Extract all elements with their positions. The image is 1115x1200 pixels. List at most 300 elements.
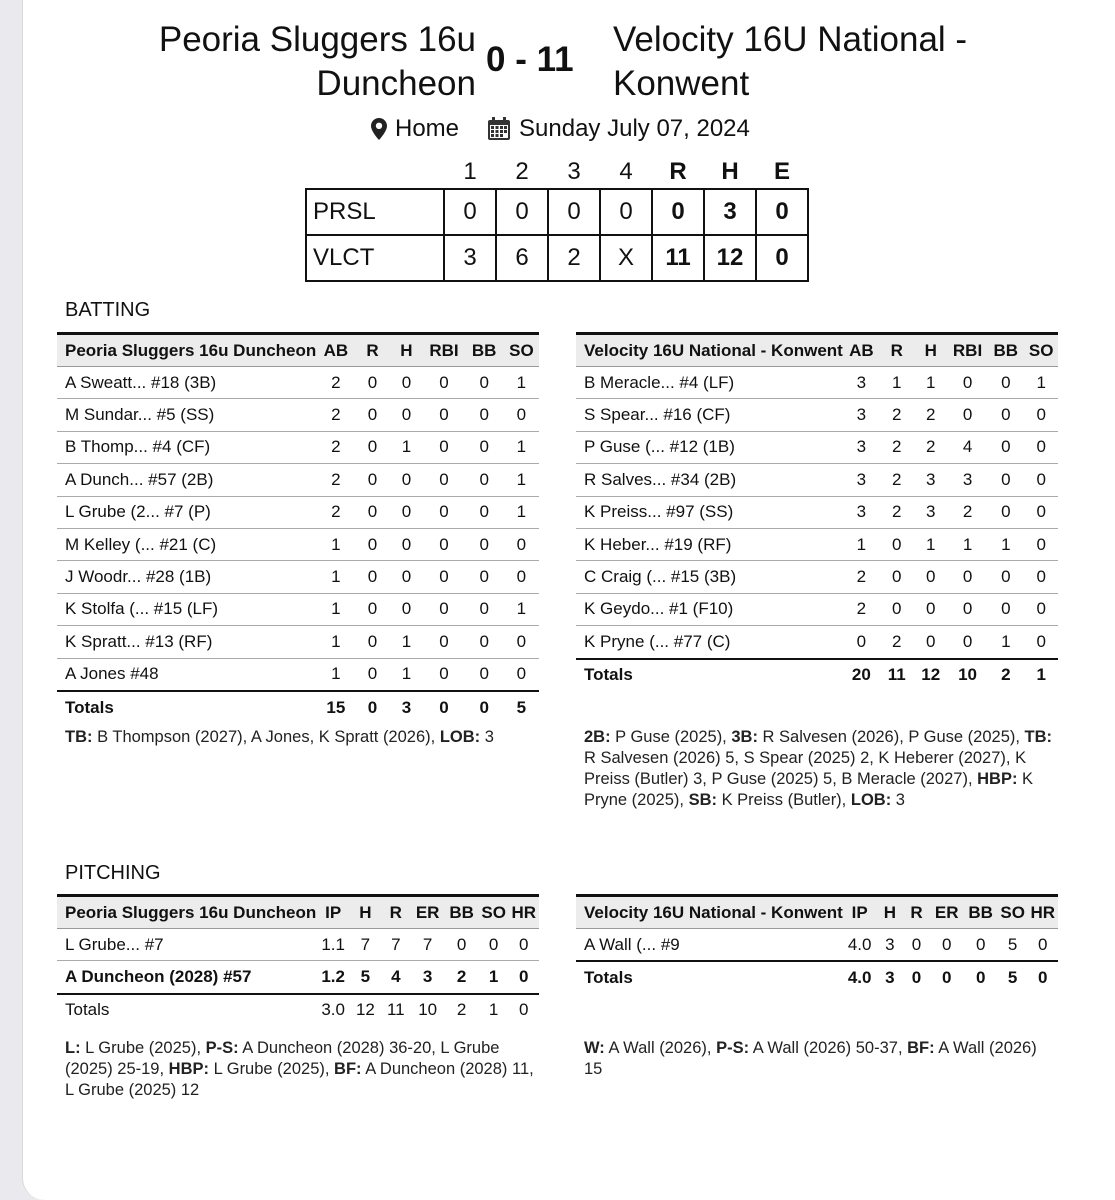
stat-cell: 0 bbox=[465, 496, 504, 528]
totals-cell: 11 bbox=[880, 659, 914, 691]
table-row bbox=[57, 399, 539, 431]
note-label: SB: bbox=[688, 791, 717, 809]
inning-runs: 0 bbox=[548, 189, 600, 235]
total-errors: 0 bbox=[756, 189, 808, 235]
stat-cell: 0 bbox=[964, 929, 998, 962]
stat-cell: 0 bbox=[465, 431, 504, 463]
player-name: K Stolfa (... #15 (LF) bbox=[57, 593, 316, 625]
col-header: SO bbox=[479, 896, 509, 929]
home-pitching-rows bbox=[57, 929, 539, 1027]
stat-cell: 0 bbox=[355, 593, 389, 625]
away-batting-table bbox=[576, 332, 1058, 691]
stat-cell: 5 bbox=[350, 961, 381, 994]
totals-label: Totals bbox=[57, 994, 316, 1026]
note-text: A Duncheon (2028) 36-20, L Grube (2025) 25-19, bbox=[65, 1039, 500, 1078]
totals-cell: 12 bbox=[350, 994, 381, 1026]
stat-cell: 1 bbox=[389, 431, 423, 463]
stat-cell: 0 bbox=[880, 593, 914, 625]
stat-cell: 3 bbox=[843, 431, 880, 463]
stat-cell: 1 bbox=[914, 367, 948, 399]
note-text: R Salvesen (2026), P Guse (2025), bbox=[757, 728, 1025, 746]
batting-section-title: BATTING bbox=[65, 299, 151, 321]
table-row bbox=[57, 626, 539, 658]
team-abbr: PRSL bbox=[306, 189, 444, 235]
col-header: IP bbox=[843, 896, 877, 929]
totals-cell: 3.0 bbox=[316, 994, 350, 1026]
stat-cell: 0 bbox=[1028, 929, 1059, 962]
col-header: RBI bbox=[423, 334, 464, 367]
stat-cell: 2 bbox=[914, 399, 948, 431]
away-pitching-notes bbox=[584, 1038, 1054, 1080]
totals-cell: 0 bbox=[355, 691, 389, 723]
note-text: K Pryne (2025), bbox=[584, 770, 1034, 809]
team-header: Velocity 16U National - Konwent bbox=[576, 896, 843, 929]
stat-cell: 0 bbox=[504, 626, 539, 658]
total-hits: 12 bbox=[704, 235, 756, 281]
stat-cell: 1 bbox=[389, 626, 423, 658]
stat-cell: 7 bbox=[411, 929, 445, 961]
stat-cell: 1.2 bbox=[316, 961, 350, 994]
away-pitching-rows bbox=[576, 929, 1058, 994]
note-text: L Grube (2025), bbox=[80, 1039, 206, 1057]
totals-cell: 0 bbox=[423, 691, 464, 723]
note-label: TB: bbox=[1024, 728, 1053, 746]
player-name: B Thomp... #4 (CF) bbox=[57, 431, 316, 463]
inning-runs: 2 bbox=[548, 235, 600, 281]
stat-cell: 2 bbox=[316, 399, 355, 431]
total-errors: 0 bbox=[756, 235, 808, 281]
totals-cell: 5 bbox=[998, 961, 1028, 993]
runs-header: R bbox=[669, 157, 687, 185]
stat-cell: 0 bbox=[355, 658, 389, 691]
table-row bbox=[576, 561, 1058, 593]
line-score-row bbox=[306, 235, 808, 281]
stat-cell: 2 bbox=[843, 561, 880, 593]
totals-cell: 5 bbox=[504, 691, 539, 723]
table-row bbox=[576, 367, 1058, 399]
game-meta bbox=[371, 115, 750, 143]
home-batting-rows bbox=[57, 367, 539, 724]
home-batting-notes bbox=[65, 727, 515, 748]
totals-cell: 0 bbox=[930, 961, 964, 993]
stat-cell: 1 bbox=[316, 626, 355, 658]
totals-label: Totals bbox=[576, 961, 843, 993]
note-text: R Salvesen (2026) 5, S Spear (2025) 2, K Heberer (2027), K Preiss (Butler) 3, P Guse (2025) 5, B Meracle (2027), bbox=[584, 749, 1027, 788]
away-batting-notes bbox=[584, 727, 1054, 811]
totals-cell: 2 bbox=[445, 994, 479, 1026]
player-name: K Pryne (... #77 (C) bbox=[576, 626, 843, 659]
stat-cell: 0 bbox=[423, 496, 464, 528]
totals-cell: 0 bbox=[465, 691, 504, 723]
stat-cell: 1 bbox=[948, 528, 987, 560]
player-name: K Preiss... #97 (SS) bbox=[576, 496, 843, 528]
line-score-corner bbox=[306, 155, 444, 189]
table-row bbox=[57, 528, 539, 560]
player-name: L Grube (2... #7 (P) bbox=[57, 496, 316, 528]
col-header: IP bbox=[316, 896, 350, 929]
col-header: HR bbox=[1028, 896, 1059, 929]
stat-cell: 1 bbox=[880, 367, 914, 399]
stat-cell: 0 bbox=[423, 431, 464, 463]
stat-cell: 1 bbox=[504, 593, 539, 625]
col-header: BB bbox=[987, 334, 1024, 367]
total-runs: 0 bbox=[652, 189, 704, 235]
inning-3-header: 3 bbox=[567, 157, 581, 185]
inning-runs: 3 bbox=[444, 235, 496, 281]
player-name: M Sundar... #5 (SS) bbox=[57, 399, 316, 431]
col-header: BB bbox=[445, 896, 479, 929]
col-header: H bbox=[877, 896, 904, 929]
stat-cell: 0 bbox=[465, 593, 504, 625]
stat-cell: 1 bbox=[389, 658, 423, 691]
player-name: B Meracle... #4 (LF) bbox=[576, 367, 843, 399]
stat-cell: 0 bbox=[355, 496, 389, 528]
stat-cell: 4 bbox=[948, 431, 987, 463]
stat-cell: 0 bbox=[423, 626, 464, 658]
stat-cell: 3 bbox=[843, 496, 880, 528]
col-header: R bbox=[381, 896, 411, 929]
stat-cell: 3 bbox=[843, 464, 880, 496]
stat-cell: 0 bbox=[355, 367, 389, 399]
stat-cell: 1.1 bbox=[316, 929, 350, 961]
player-name: C Craig (... #15 (3B) bbox=[576, 561, 843, 593]
note-text: 3 bbox=[891, 791, 905, 809]
totals-cell: 11 bbox=[381, 994, 411, 1026]
stat-cell: 0 bbox=[504, 561, 539, 593]
player-name: A Duncheon (2028) #57 bbox=[57, 961, 316, 994]
inning-runs: 0 bbox=[496, 189, 548, 235]
stat-cell: 1 bbox=[316, 528, 355, 560]
note-text: A Wall (2026), bbox=[604, 1039, 717, 1057]
final-score: 0 - 11 bbox=[486, 40, 574, 79]
table-row bbox=[576, 496, 1058, 528]
line-score bbox=[305, 155, 809, 282]
stat-cell: 0 bbox=[423, 399, 464, 431]
stat-cell: 0 bbox=[508, 961, 539, 994]
totals-cell: 1 bbox=[479, 994, 509, 1026]
stat-cell: 4 bbox=[381, 961, 411, 994]
stat-cell: 0 bbox=[987, 431, 1024, 463]
table-row bbox=[576, 399, 1058, 431]
stat-cell: 0 bbox=[1024, 431, 1058, 463]
note-label: LOB: bbox=[439, 728, 481, 746]
stat-cell: 0 bbox=[987, 367, 1024, 399]
player-name: L Grube... #7 bbox=[57, 929, 316, 961]
stat-cell: 0 bbox=[508, 929, 539, 961]
table-row bbox=[576, 464, 1058, 496]
stat-cell: 0 bbox=[987, 464, 1024, 496]
pitching-section-title: PITCHING bbox=[65, 862, 161, 884]
stat-cell: 1 bbox=[504, 496, 539, 528]
stat-cell: 0 bbox=[389, 464, 423, 496]
stat-cell: 0 bbox=[504, 399, 539, 431]
team-abbr: VLCT bbox=[306, 235, 444, 281]
stat-cell: 0 bbox=[504, 658, 539, 691]
stat-cell: 3 bbox=[914, 464, 948, 496]
stat-cell: 0 bbox=[423, 528, 464, 560]
stat-cell: 2 bbox=[880, 431, 914, 463]
stat-cell: 3 bbox=[877, 929, 904, 962]
stat-cell: 1 bbox=[479, 961, 509, 994]
col-header: ER bbox=[930, 896, 964, 929]
away-team-name-line1: Velocity 16U National - bbox=[613, 20, 968, 59]
stat-cell: 2 bbox=[316, 367, 355, 399]
stat-cell: 0 bbox=[1024, 528, 1058, 560]
totals-cell: 10 bbox=[948, 659, 987, 691]
stat-cell: 3 bbox=[411, 961, 445, 994]
away-team-name-line2: Konwent bbox=[613, 64, 750, 103]
stat-cell: 1 bbox=[316, 593, 355, 625]
note-label: BF: bbox=[907, 1039, 935, 1057]
col-header: AB bbox=[843, 334, 880, 367]
total-hits: 3 bbox=[704, 189, 756, 235]
stat-cell: 1 bbox=[504, 464, 539, 496]
col-header: ER bbox=[411, 896, 445, 929]
stat-cell: 0 bbox=[355, 431, 389, 463]
player-name: A Sweatt... #18 (3B) bbox=[57, 367, 316, 399]
stat-cell: 0 bbox=[1024, 626, 1058, 659]
note-label: 3B: bbox=[731, 728, 758, 746]
stat-cell: 1 bbox=[316, 561, 355, 593]
player-name: A Dunch... #57 (2B) bbox=[57, 464, 316, 496]
stat-cell: 7 bbox=[381, 929, 411, 961]
stat-cell: 0 bbox=[389, 561, 423, 593]
stat-cell: 0 bbox=[948, 399, 987, 431]
inning-runs: X bbox=[600, 235, 652, 281]
stat-cell: 2 bbox=[880, 399, 914, 431]
totals-label: Totals bbox=[576, 659, 843, 691]
stat-cell: 0 bbox=[355, 561, 389, 593]
note-text: A Duncheon (2028) 11, L Grube (2025) 12 bbox=[65, 1060, 534, 1099]
stat-cell: 1 bbox=[987, 528, 1024, 560]
table-row bbox=[57, 464, 539, 496]
col-header: SO bbox=[504, 334, 539, 367]
col-header: SO bbox=[998, 896, 1028, 929]
stat-cell: 0 bbox=[987, 399, 1024, 431]
col-header: RBI bbox=[948, 334, 987, 367]
stat-cell: 2 bbox=[914, 431, 948, 463]
note-label: 2B: bbox=[584, 728, 611, 746]
totals-label: Totals bbox=[57, 691, 316, 723]
stat-cell: 1 bbox=[914, 528, 948, 560]
stat-cell: 0 bbox=[1024, 464, 1058, 496]
table-row bbox=[57, 929, 539, 961]
player-name: P Guse (... #12 (1B) bbox=[576, 431, 843, 463]
player-name: K Heber... #19 (RF) bbox=[576, 528, 843, 560]
stat-cell: 4.0 bbox=[843, 929, 877, 962]
home-pitching-notes bbox=[65, 1038, 535, 1101]
stat-cell: 0 bbox=[355, 399, 389, 431]
stat-cell: 2 bbox=[880, 496, 914, 528]
errors-header: E bbox=[773, 157, 790, 185]
stat-cell: 2 bbox=[948, 496, 987, 528]
box-score-page bbox=[22, 0, 1115, 1200]
stat-cell: 0 bbox=[504, 528, 539, 560]
player-name: S Spear... #16 (CF) bbox=[576, 399, 843, 431]
player-name: A Wall (... #9 bbox=[576, 929, 843, 962]
col-header: H bbox=[389, 334, 423, 367]
note-text: P Guse (2025), bbox=[610, 728, 732, 746]
col-header: H bbox=[350, 896, 381, 929]
stat-cell: 0 bbox=[948, 593, 987, 625]
home-pitching-table bbox=[57, 894, 539, 1026]
inning-4-header: 4 bbox=[619, 157, 633, 185]
table-row bbox=[576, 626, 1058, 659]
table-row bbox=[57, 593, 539, 625]
note-text: L Grube (2025), bbox=[209, 1060, 335, 1078]
table-row bbox=[57, 431, 539, 463]
calendar-icon bbox=[487, 117, 511, 141]
table-row bbox=[57, 658, 539, 691]
stat-cell: 0 bbox=[914, 593, 948, 625]
stat-cell: 0 bbox=[389, 496, 423, 528]
totals-cell: 3 bbox=[877, 961, 904, 993]
stat-cell: 0 bbox=[948, 561, 987, 593]
col-header: BB bbox=[964, 896, 998, 929]
stat-cell: 0 bbox=[914, 561, 948, 593]
home-team-name-line1: Peoria Sluggers 16u bbox=[158, 20, 476, 59]
inning-runs: 0 bbox=[600, 189, 652, 235]
col-header: R bbox=[880, 334, 914, 367]
table-row bbox=[57, 961, 539, 994]
stat-cell: 0 bbox=[389, 399, 423, 431]
stat-cell: 0 bbox=[465, 658, 504, 691]
table-row bbox=[576, 929, 1058, 962]
note-label: HBP: bbox=[977, 770, 1018, 788]
stat-cell: 0 bbox=[880, 561, 914, 593]
table-row bbox=[57, 561, 539, 593]
note-text: A Wall (2026) 15 bbox=[584, 1039, 1037, 1078]
stat-cell: 1 bbox=[504, 367, 539, 399]
note-label: P-S: bbox=[205, 1039, 239, 1057]
col-header: H bbox=[914, 334, 948, 367]
stat-cell: 1 bbox=[316, 658, 355, 691]
totals-cell: 4.0 bbox=[843, 961, 877, 993]
totals-cell: 0 bbox=[903, 961, 930, 993]
stat-cell: 3 bbox=[843, 367, 880, 399]
totals-row bbox=[576, 961, 1058, 993]
note-label: LOB: bbox=[850, 791, 892, 809]
totals-cell: 2 bbox=[987, 659, 1024, 691]
stat-cell: 2 bbox=[843, 593, 880, 625]
stat-cell: 3 bbox=[843, 399, 880, 431]
stat-cell: 2 bbox=[316, 496, 355, 528]
stat-cell: 0 bbox=[465, 399, 504, 431]
stat-cell: 0 bbox=[355, 464, 389, 496]
totals-cell: 0 bbox=[1028, 961, 1059, 993]
table-row bbox=[576, 593, 1058, 625]
stat-cell: 0 bbox=[423, 561, 464, 593]
away-batting-rows bbox=[576, 367, 1058, 691]
stat-cell: 0 bbox=[465, 626, 504, 658]
stat-cell: 0 bbox=[465, 367, 504, 399]
player-name: K Geydo... #1 (F10) bbox=[576, 593, 843, 625]
player-name: K Spratt... #13 (RF) bbox=[57, 626, 316, 658]
stat-cell: 0 bbox=[423, 367, 464, 399]
player-name: R Salves... #34 (2B) bbox=[576, 464, 843, 496]
stat-cell: 2 bbox=[880, 464, 914, 496]
stat-cell: 2 bbox=[445, 961, 479, 994]
note-text: K Preiss (Butler), bbox=[716, 791, 851, 809]
team-header: Velocity 16U National - Konwent bbox=[576, 334, 843, 367]
stat-cell: 0 bbox=[880, 528, 914, 560]
note-label: BF: bbox=[334, 1060, 362, 1078]
totals-row bbox=[57, 994, 539, 1026]
stat-cell: 0 bbox=[389, 528, 423, 560]
col-header: HR bbox=[508, 896, 539, 929]
totals-cell: 0 bbox=[964, 961, 998, 993]
team-header: Peoria Sluggers 16u Duncheon bbox=[57, 334, 316, 367]
note-label: P-S: bbox=[716, 1039, 750, 1057]
totals-cell: 3 bbox=[389, 691, 423, 723]
stat-cell: 1 bbox=[504, 431, 539, 463]
stat-cell: 0 bbox=[423, 464, 464, 496]
stat-cell: 2 bbox=[880, 626, 914, 659]
inning-runs: 0 bbox=[444, 189, 496, 235]
totals-row bbox=[57, 691, 539, 723]
game-header bbox=[23, 18, 1115, 108]
note-label: L: bbox=[65, 1039, 81, 1057]
away-team-name bbox=[613, 18, 967, 106]
inning-2-header: 2 bbox=[515, 157, 529, 185]
game-date: Sunday July 07, 2024 bbox=[519, 115, 750, 142]
stat-cell: 0 bbox=[479, 929, 509, 961]
stat-cell: 0 bbox=[903, 929, 930, 962]
note-label: W: bbox=[584, 1039, 605, 1057]
inning-runs: 6 bbox=[496, 235, 548, 281]
line-score-row bbox=[306, 189, 808, 235]
stat-cell: 0 bbox=[1024, 593, 1058, 625]
stat-cell: 0 bbox=[389, 367, 423, 399]
player-name: A Jones #48 bbox=[57, 658, 316, 691]
team-header: Peoria Sluggers 16u Duncheon bbox=[57, 896, 316, 929]
totals-cell: 20 bbox=[843, 659, 880, 691]
player-name: M Kelley (... #21 (C) bbox=[57, 528, 316, 560]
stat-cell: 0 bbox=[423, 658, 464, 691]
col-header: R bbox=[903, 896, 930, 929]
hits-header: H bbox=[721, 157, 739, 185]
map-pin-icon bbox=[371, 118, 387, 140]
stat-cell: 0 bbox=[465, 464, 504, 496]
totals-cell: 0 bbox=[508, 994, 539, 1026]
stat-cell: 0 bbox=[1024, 496, 1058, 528]
home-batting-table bbox=[57, 332, 539, 723]
stat-cell: 0 bbox=[355, 528, 389, 560]
player-name: J Woodr... #28 (1B) bbox=[57, 561, 316, 593]
stat-cell: 0 bbox=[914, 626, 948, 659]
stat-cell: 3 bbox=[948, 464, 987, 496]
col-header: AB bbox=[316, 334, 355, 367]
stat-cell: 0 bbox=[389, 593, 423, 625]
stat-cell: 0 bbox=[445, 929, 479, 961]
table-row bbox=[57, 367, 539, 399]
stat-cell: 0 bbox=[465, 528, 504, 560]
stat-cell: 0 bbox=[355, 626, 389, 658]
home-team-name bbox=[159, 18, 476, 106]
totals-cell: 1 bbox=[1024, 659, 1058, 691]
stat-cell: 3 bbox=[914, 496, 948, 528]
inning-1-header: 1 bbox=[463, 157, 477, 185]
stat-cell: 7 bbox=[350, 929, 381, 961]
stat-cell: 0 bbox=[987, 561, 1024, 593]
stat-cell: 0 bbox=[987, 496, 1024, 528]
stat-cell: 0 bbox=[948, 626, 987, 659]
note-label: HBP: bbox=[168, 1060, 209, 1078]
note-text: B Thompson (2027), A Jones, K Spratt (2026), bbox=[92, 728, 440, 746]
note-text: 3 bbox=[480, 728, 494, 746]
total-runs: 11 bbox=[652, 235, 704, 281]
table-row bbox=[576, 528, 1058, 560]
